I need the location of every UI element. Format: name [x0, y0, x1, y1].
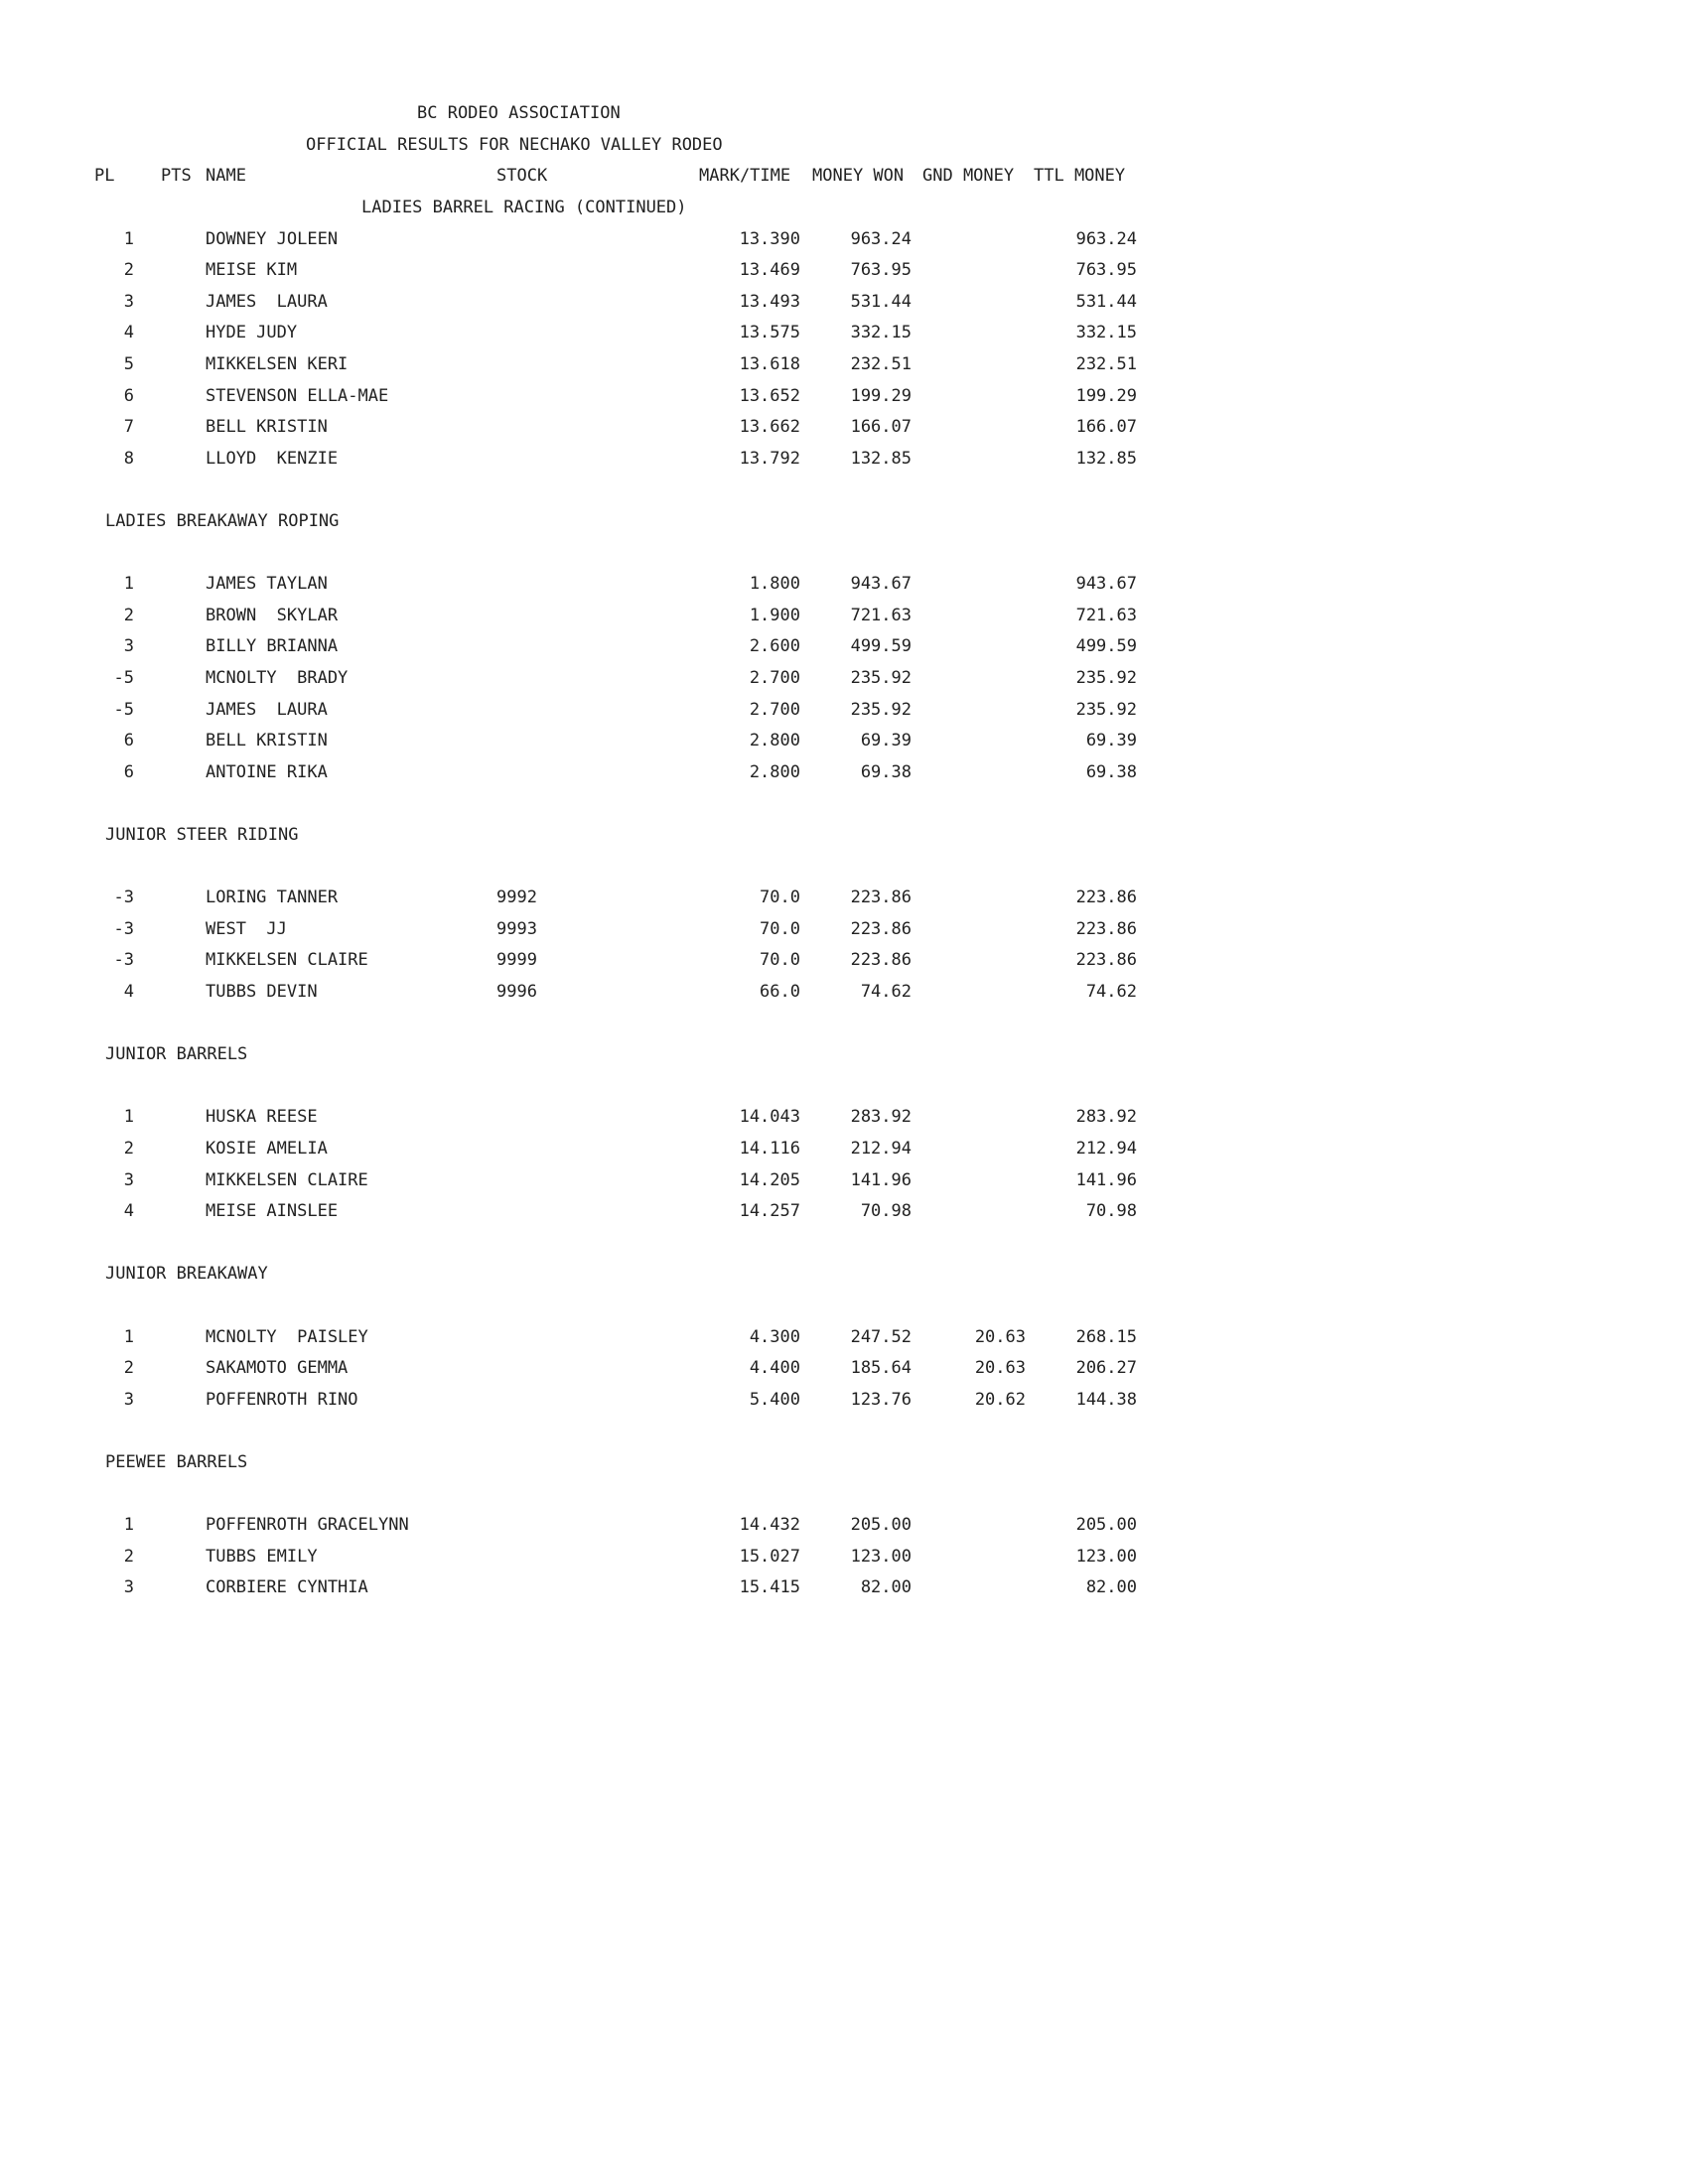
mark-time-cell: 66.0: [760, 982, 800, 1002]
mark-time-cell: 70.0: [760, 887, 800, 908]
result-row: [0, 321, 1192, 344]
result-row: [0, 604, 1192, 627]
col-header-stock: STOCK: [496, 166, 548, 186]
result-row: [0, 572, 1192, 596]
contestant-name-cell: BELL KRISTIN: [206, 731, 328, 751]
contestant-name-cell: MIKKELSEN KERI: [206, 354, 349, 374]
col-header-gnd-money: GND MONEY: [922, 166, 1015, 186]
ttl-money-cell: 123.00: [1075, 1546, 1137, 1567]
placing-cell: 1: [123, 1107, 134, 1128]
result-row: [0, 980, 1192, 1004]
stock-cell: 9993: [496, 918, 537, 939]
money-won-cell: 721.63: [850, 605, 912, 625]
ttl-money-cell: 205.00: [1075, 1515, 1137, 1536]
ttl-money-cell: 206.27: [1075, 1358, 1137, 1379]
placing-cell: 2: [123, 605, 134, 625]
placing-cell: -3: [113, 950, 134, 971]
mark-time-cell: 5.400: [749, 1389, 800, 1410]
result-row: [0, 1356, 1192, 1380]
money-won-cell: 185.64: [850, 1358, 912, 1379]
mark-time-cell: 2.700: [749, 668, 800, 688]
money-won-cell: 205.00: [850, 1515, 912, 1536]
money-won-cell: 499.59: [850, 636, 912, 657]
contestant-name-cell: MEISE KIM: [206, 260, 298, 281]
ttl-money-cell: 531.44: [1075, 291, 1137, 312]
mark-time-cell: 13.469: [739, 260, 800, 281]
placing-cell: 3: [123, 1389, 134, 1410]
col-header-mark-time: MARK/TIME: [699, 166, 791, 186]
money-won-cell: 223.86: [850, 918, 912, 939]
contestant-name-cell: STEVENSON ELLA-MAE: [206, 385, 389, 406]
contestant-name-cell: MIKKELSEN CLAIRE: [206, 950, 368, 971]
placing-cell: -3: [113, 887, 134, 908]
result-row: [0, 352, 1192, 376]
mark-time-cell: 14.116: [739, 1139, 800, 1159]
placing-cell: 6: [123, 385, 134, 406]
contestant-name-cell: MEISE AINSLEE: [206, 1201, 339, 1222]
money-won-cell: 132.85: [850, 448, 912, 469]
ttl-money-cell: 499.59: [1075, 636, 1137, 657]
section-heading-line: [0, 509, 1192, 533]
mark-time-cell: 4.300: [749, 1326, 800, 1347]
contestant-name-cell: HYDE JUDY: [206, 323, 298, 343]
result-row: [0, 1513, 1192, 1537]
contestant-name-cell: SAKAMOTO GEMMA: [206, 1358, 349, 1379]
col-header-pts: PTS: [161, 166, 192, 186]
result-row: [0, 1325, 1192, 1349]
contestant-name-cell: CORBIERE CYNTHIA: [206, 1577, 368, 1598]
money-won-cell: 199.29: [850, 385, 912, 406]
contestant-name-cell: MCNOLTY PAISLEY: [206, 1326, 368, 1347]
mark-time-cell: 13.493: [739, 291, 800, 312]
money-won-cell: 223.86: [850, 950, 912, 971]
mark-time-cell: 70.0: [760, 950, 800, 971]
mark-time-cell: 4.400: [749, 1358, 800, 1379]
ttl-money-cell: 132.85: [1075, 448, 1137, 469]
ttl-money-cell: 166.07: [1075, 417, 1137, 438]
mark-time-cell: 2.800: [749, 761, 800, 782]
placing-cell: -3: [113, 918, 134, 939]
mark-time-cell: 14.432: [739, 1515, 800, 1536]
mark-time-cell: 13.575: [739, 323, 800, 343]
placing-cell: 1: [123, 1515, 134, 1536]
mark-time-cell: 2.600: [749, 636, 800, 657]
result-row: [0, 1199, 1192, 1223]
contestant-name-cell: MIKKELSEN CLAIRE: [206, 1169, 368, 1190]
ttl-money-cell: 141.96: [1075, 1169, 1137, 1190]
money-won-cell: 69.38: [860, 761, 912, 782]
money-won-cell: 283.92: [850, 1107, 912, 1128]
mark-time-cell: 14.257: [739, 1201, 800, 1222]
contestant-name-cell: JAMES TAYLAN: [206, 574, 328, 595]
mark-time-cell: 14.043: [739, 1107, 800, 1128]
result-row: [0, 1545, 1192, 1569]
money-won-cell: 763.95: [850, 260, 912, 281]
result-row: [0, 1137, 1192, 1160]
mark-time-cell: 70.0: [760, 918, 800, 939]
section-title: PEEWEE BARRELS: [105, 1452, 248, 1472]
ttl-money-cell: 70.98: [1085, 1201, 1137, 1222]
contestant-name-cell: TUBBS DEVIN: [206, 982, 318, 1002]
result-row: [0, 258, 1192, 282]
money-won-cell: 123.76: [850, 1389, 912, 1410]
result-row: [0, 290, 1192, 314]
result-row: [0, 415, 1192, 439]
stock-cell: 9999: [496, 950, 537, 971]
section-heading-line: [0, 1042, 1192, 1066]
ttl-money-cell: 223.86: [1075, 950, 1137, 971]
ttl-money-cell: 144.38: [1075, 1389, 1137, 1410]
ttl-money-cell: 963.24: [1075, 228, 1137, 249]
section-heading-line: [0, 1262, 1192, 1286]
ttl-money-cell: 232.51: [1075, 354, 1137, 374]
result-row: [0, 666, 1192, 690]
gnd-money-cell: 20.63: [974, 1358, 1026, 1379]
result-row: [0, 729, 1192, 752]
ttl-money-cell: 82.00: [1085, 1577, 1137, 1598]
section-title: JUNIOR BREAKAWAY: [105, 1264, 268, 1285]
result-row: [0, 1105, 1192, 1129]
ttl-money-cell: 943.67: [1075, 574, 1137, 595]
gnd-money-cell: 20.63: [974, 1326, 1026, 1347]
ttl-money-cell: 332.15: [1075, 323, 1137, 343]
result-row: [0, 948, 1192, 972]
ttl-money-cell: 69.39: [1085, 731, 1137, 751]
col-header-pl: PL: [94, 166, 115, 186]
placing-cell: 4: [123, 982, 134, 1002]
placing-cell: 5: [123, 354, 134, 374]
ttl-money-cell: 199.29: [1075, 385, 1137, 406]
money-won-cell: 247.52: [850, 1326, 912, 1347]
money-won-cell: 166.07: [850, 417, 912, 438]
placing-cell: 4: [123, 323, 134, 343]
stock-cell: 9992: [496, 887, 537, 908]
ttl-money-cell: 235.92: [1075, 668, 1137, 688]
placing-cell: 7: [123, 417, 134, 438]
money-won-cell: 232.51: [850, 354, 912, 374]
money-won-cell: 332.15: [850, 323, 912, 343]
mark-time-cell: 13.662: [739, 417, 800, 438]
ttl-money-cell: 763.95: [1075, 260, 1137, 281]
mark-time-cell: 15.027: [739, 1546, 800, 1567]
contestant-name-cell: KOSIE AMELIA: [206, 1139, 328, 1159]
contestant-name-cell: DOWNEY JOLEEN: [206, 228, 339, 249]
placing-cell: 1: [123, 574, 134, 595]
money-won-cell: 74.62: [860, 982, 912, 1002]
money-won-cell: 223.86: [850, 887, 912, 908]
mark-time-cell: 13.792: [739, 448, 800, 469]
contestant-name-cell: POFFENROTH GRACELYNN: [206, 1515, 409, 1536]
result-row: [0, 698, 1192, 722]
col-header-ttl-money: TTL MONEY: [1034, 166, 1126, 186]
placing-cell: 8: [123, 448, 134, 469]
money-won-cell: 963.24: [850, 228, 912, 249]
money-won-cell: 212.94: [850, 1139, 912, 1159]
ttl-money-cell: 74.62: [1085, 982, 1137, 1002]
placing-cell: 1: [123, 1326, 134, 1347]
contestant-name-cell: TUBBS EMILY: [206, 1546, 318, 1567]
document-title: BC RODEO ASSOCIATION: [417, 103, 621, 123]
placing-cell: -5: [113, 699, 134, 720]
title-line: [0, 101, 1192, 125]
section-heading-line: [0, 1450, 1192, 1474]
gnd-money-cell: 20.62: [974, 1389, 1026, 1410]
mark-time-cell: 2.800: [749, 731, 800, 751]
section-title: LADIES BARREL RACING (CONTINUED): [361, 198, 687, 217]
contestant-name-cell: BELL KRISTIN: [206, 417, 328, 438]
ttl-money-cell: 283.92: [1075, 1107, 1137, 1128]
mark-time-cell: 14.205: [739, 1169, 800, 1190]
section-heading-line: [0, 823, 1192, 847]
contestant-name-cell: BILLY BRIANNA: [206, 636, 339, 657]
placing-cell: 2: [123, 1546, 134, 1567]
placing-cell: -5: [113, 668, 134, 688]
placing-cell: 3: [123, 1169, 134, 1190]
contestant-name-cell: JAMES LAURA: [206, 699, 328, 720]
money-won-cell: 531.44: [850, 291, 912, 312]
subtitle-line: [0, 133, 1192, 157]
contestant-name-cell: JAMES LAURA: [206, 291, 328, 312]
money-won-cell: 943.67: [850, 574, 912, 595]
placing-cell: 2: [123, 260, 134, 281]
ttl-money-cell: 223.86: [1075, 918, 1137, 939]
result-row: [0, 384, 1192, 408]
placing-cell: 6: [123, 731, 134, 751]
ttl-money-cell: 721.63: [1075, 605, 1137, 625]
placing-cell: 6: [123, 761, 134, 782]
ttl-money-cell: 69.38: [1085, 761, 1137, 782]
result-row: [0, 227, 1192, 251]
mark-time-cell: 13.618: [739, 354, 800, 374]
contestant-name-cell: MCNOLTY BRADY: [206, 668, 349, 688]
document-subtitle: OFFICIAL RESULTS FOR NECHAKO VALLEY RODEO: [306, 135, 723, 155]
mark-time-cell: 1.900: [749, 605, 800, 625]
result-row: [0, 1575, 1192, 1599]
placing-cell: 2: [123, 1139, 134, 1159]
result-row: [0, 447, 1192, 471]
mark-time-cell: 13.652: [739, 385, 800, 406]
result-row: [0, 917, 1192, 941]
money-won-cell: 141.96: [850, 1169, 912, 1190]
contestant-name-cell: POFFENROTH RINO: [206, 1389, 358, 1410]
contestant-name-cell: WEST JJ: [206, 918, 287, 939]
section-title: JUNIOR STEER RIDING: [105, 825, 299, 845]
result-row: [0, 760, 1192, 784]
placing-cell: 3: [123, 1577, 134, 1598]
column-header-row: [0, 164, 1192, 188]
placing-cell: 2: [123, 1358, 134, 1379]
col-header-money-won: MONEY WON: [812, 166, 905, 186]
placing-cell: 1: [123, 228, 134, 249]
placing-cell: 4: [123, 1201, 134, 1222]
section-heading-line: [0, 196, 1192, 219]
placing-cell: 3: [123, 291, 134, 312]
result-row: [0, 1168, 1192, 1192]
money-won-cell: 70.98: [860, 1201, 912, 1222]
result-row: [0, 1388, 1192, 1412]
result-row: [0, 886, 1192, 909]
money-won-cell: 235.92: [850, 668, 912, 688]
money-won-cell: 123.00: [850, 1546, 912, 1567]
contestant-name-cell: ANTOINE RIKA: [206, 761, 328, 782]
money-won-cell: 82.00: [860, 1577, 912, 1598]
stock-cell: 9996: [496, 982, 537, 1002]
ttl-money-cell: 212.94: [1075, 1139, 1137, 1159]
contestant-name-cell: LLOYD KENZIE: [206, 448, 339, 469]
section-title: JUNIOR BARRELS: [105, 1044, 248, 1065]
contestant-name-cell: LORING TANNER: [206, 887, 339, 908]
result-row: [0, 634, 1192, 658]
money-won-cell: 69.39: [860, 731, 912, 751]
ttl-money-cell: 235.92: [1075, 699, 1137, 720]
placing-cell: 3: [123, 636, 134, 657]
col-header-name: NAME: [206, 166, 246, 186]
section-title: LADIES BREAKAWAY ROPING: [105, 511, 340, 531]
mark-time-cell: 1.800: [749, 574, 800, 595]
mark-time-cell: 15.415: [739, 1577, 800, 1598]
mark-time-cell: 2.700: [749, 699, 800, 720]
contestant-name-cell: HUSKA REESE: [206, 1107, 318, 1128]
money-won-cell: 235.92: [850, 699, 912, 720]
ttl-money-cell: 223.86: [1075, 887, 1137, 908]
ttl-money-cell: 268.15: [1075, 1326, 1137, 1347]
mark-time-cell: 13.390: [739, 228, 800, 249]
contestant-name-cell: BROWN SKYLAR: [206, 605, 339, 625]
